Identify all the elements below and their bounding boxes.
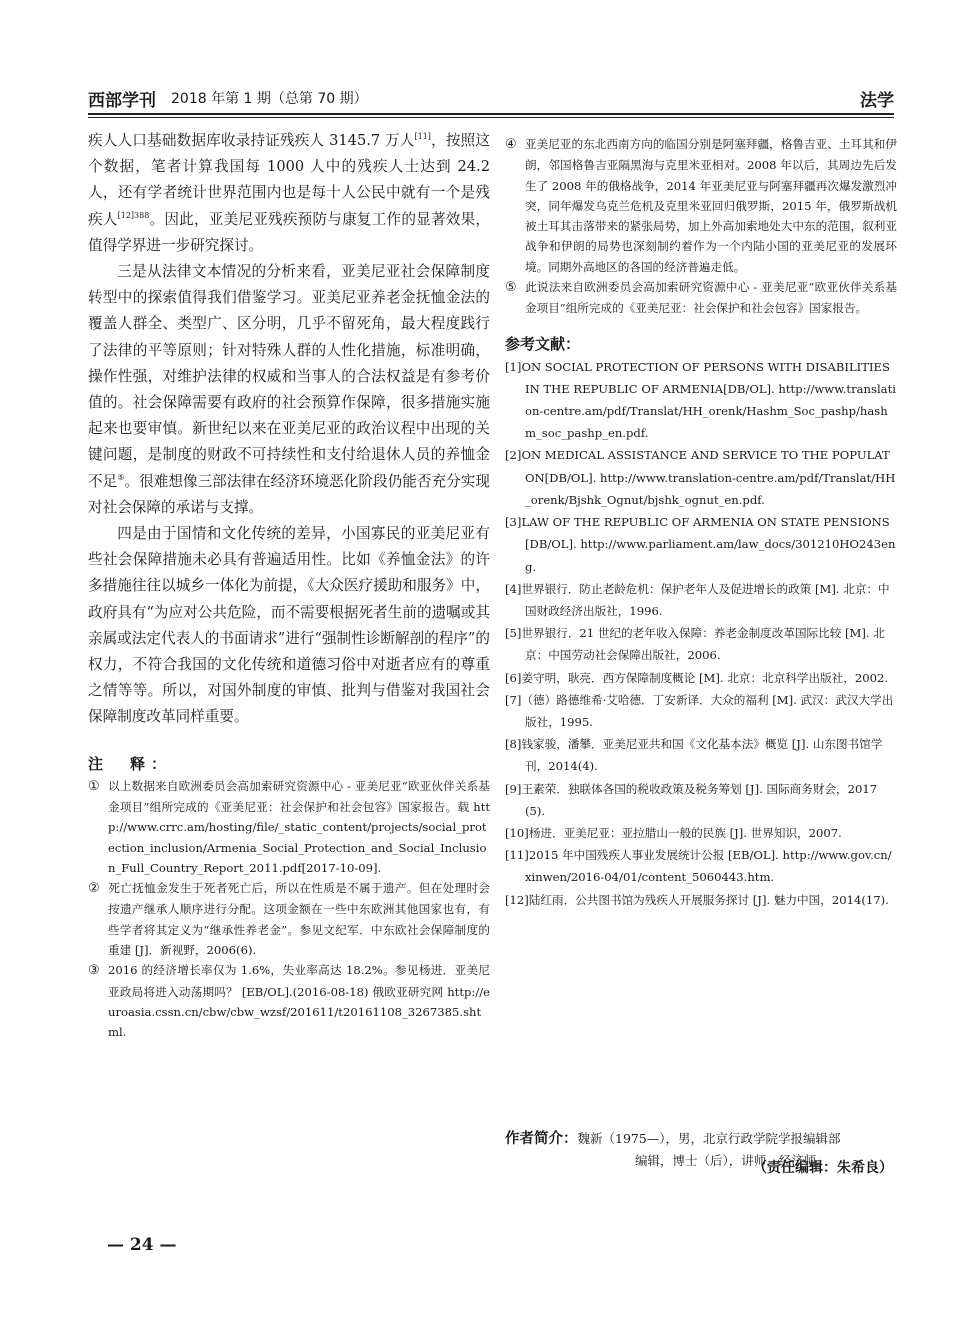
reference-item: [2]ON MEDICAL ASSISTANCE AND SERVICE TO THE POPULATON[DB/OL]. http://www.translation-centre.am/pdf/Translat/HH_orenk/Bjshk_Ognut/bjshk_ognut_en.pdf. bbox=[505, 448, 896, 507]
note-item: ④ 亚美尼亚的东北西南方向的临国分别是阿塞拜疆，格鲁吉亚、土耳其和伊朗，邻国格鲁吉亚隔黑海与克里米亚相对。2008 年以后，其周边先后发生了 2008 年的俄格战争，2014 年亚美尼亚与阿塞拜疆再次爆发激烈冲突，同年爆发乌克兰危机及克里米亚回归俄罗斯，2015 年，俄罗斯战机被土耳其击落带来的紧张局势，加上外高加索地处大中东的范围，叙利亚战争和伊朗的局势也深刻制约着作为一个内陆小国的亚美尼亚的发展环境。同期外高地区的各国的经济普遍走低。 bbox=[505, 137, 897, 274]
body-paragraph: 四是由于国情和文化传统的差异，小国寡民的亚美尼亚有些社会保障措施未必具有普遍适用性。比如《养恤金法》的许多措施往往以城乡一体化为前提，《大众医疗援助和服务》中，政府具有“为应对公共危险，而不需要根据死者生前的遗嘱或其亲属或法定代表人的书面请求”进行“强制性诊断解剖的程序”的权力，不符合我国的文化传统和道德习俗中对逝者应有的尊重之情等等。所以，对国外制度的审慎、批判与借鉴对我国社会保障制度改革同样重要。 bbox=[88, 525, 490, 726]
reference-item: [5]世界银行．21 世纪的老年收入保障：养老金制度改革国际比较 [M]. 北京：中国劳动社会保障出版社，2006. bbox=[505, 626, 885, 663]
header-rule-thin bbox=[88, 117, 894, 118]
reference-item: [10]杨进．亚美尼亚：亚拉腊山一般的民族 [J]. 世界知识，2007. bbox=[505, 825, 842, 840]
running-header bbox=[88, 86, 894, 110]
reference-item: [1]ON SOCIAL PROTECTION OF PERSONS WITH DISABILITIES IN THE REPUBLIC OF ARMENIA[DB/OL]. http://www.translation-centre.am/pdf/Translat/HH_orenk/Hashm_Soc_pashp/hashm_soc_pashp_en.pdf. bbox=[505, 359, 896, 441]
header-rule bbox=[88, 113, 894, 115]
section-label: 法学 bbox=[860, 91, 894, 111]
note-item: ③ 2016 的经济增长率仅为 1.6%，失业率高达 18.2%。参见杨进．亚美尼亚政局将进入动荡期吗？ [EB/OL].(2016-08-18) 俄欧亚研究网 http://euroasia.cssn.cn/cbw/cbw_wzsf/201611/t20161108_3267385.shtml. bbox=[88, 963, 490, 1040]
body-paragraph: 三是从法律文本情况的分析来看，亚美尼亚社会保障制度转型中的探索值得我们借鉴学习。亚美尼亚养老金抚恤金法的覆盖人群全、类型广、区分明，几乎不留死角，最大程度践行了法律的平等原则；针对特殊人群的人性化措施，标准明确，操作性强，对维护法律的权威和当事人的合法权益是有参考价值的。社会保障需要有政府的社会预算作保障，很多措施实施起来也要审慎。新世纪以来在亚美尼亚的政治议程中出现的关键问题，是制度的财政不可持续性和支付给退休人员的养恤金不足⑤。很难想像三部法律在经济环境恶化阶段仍能否充分实现对社会保障的承诺与支撑。 bbox=[88, 263, 490, 516]
note-item: ① 以上数据来自欧洲委员会高加索研究资源中心 - 亚美尼亚“欧亚伙伴关系基金项目”组所完成的《亚美尼亚：社会保护和社会包容》国家报告。载 http://www.crrc.am/hosting/file/_static_content/projects/social_protection_inclusion/Armenia_Social_Protection_and_Social_Inclusion_Full_Country_Report_2011.pdf[2017-10-09]. bbox=[88, 778, 490, 875]
reference-item: [11]2015 年中国残疾人事业发展统计公报 [EB/OL]. http://www.gov.cn/xinwen/2016-04/01/content_5060443.htm. bbox=[505, 848, 892, 885]
references-heading: 参考文献： bbox=[505, 334, 581, 353]
left-column bbox=[88, 128, 490, 1043]
notes-heading: 注 释： bbox=[88, 754, 173, 773]
reference-item: [4]世界银行．防止老龄危机：保护老年人及促进增长的政策 [M]. 北京：中国财政经济出版社，1996. bbox=[505, 581, 890, 618]
reference-item: [6]姜守明，耿亮．西方保障制度概论 [M]. 北京：北京科学出版社，2002. bbox=[505, 670, 889, 685]
page-number: — 24 — bbox=[107, 1235, 177, 1255]
right-column bbox=[505, 134, 897, 911]
responsible-editor: （责任编辑：朱希良） bbox=[753, 1160, 893, 1176]
reference-item: [3]LAW OF THE REPUBLIC OF ARMENIA ON STATE PENSIONS[DB/OL]. http://www.parliament.am/law_docs/301210HO243eng. bbox=[505, 515, 896, 574]
note-item: ⑤ 此说法来自欧洲委员会高加索研究资源中心 - 亚美尼亚“欧亚伙伴关系基金项目”组所完成的《亚美尼亚：社会保护和社会包容》国家报告。 bbox=[505, 280, 897, 316]
reference-item: [9]王素荣．独联体各国的税收政策及税务筹划 [J]. 国际商务财会，2017(5). bbox=[505, 781, 878, 818]
journal-name: 西部学刊 bbox=[88, 91, 156, 111]
body-paragraph: 疾人人口基础数据库收录持证残疾人 3145.7 万人[11]，按照这个数据，笔者计算我国每 1000 人中的残疾人士达到 24.2 人，还有学者统计世界范围内也是每十人公民中就有一个是残疾人$^{[12]388}$。因此，亚美尼亚残疾预防与康复工作的显著效果，值得学界进一步研究探讨。 bbox=[88, 132, 490, 254]
note-item: ② 死亡抚恤金发生于死者死亡后，所以在性质是不属于遗产。但在处理时会按遗产继承人顺序进行分配。这项金额在一些中东欧洲其他国家也有，有些学者将其定义为“继承性养老金”。参见文纪军．中东欧社会保障制度的重建 [J]．新视野，2006(6). bbox=[88, 881, 490, 958]
author-bio-line2: 编辑，博士（后），讲师，经济师。 bbox=[635, 1153, 829, 1168]
author-bio-label: 作者简介： bbox=[505, 1131, 578, 1147]
reference-item: [7]（德）路德维希·艾哈德．丁安新译．大众的福利 [M]. 武汉：武汉大学出版社，1995. bbox=[505, 692, 894, 729]
reference-item: [12]陆红雨．公共图书馆为残疾人开展服务探讨 [J]. 魅力中国，2014(17). bbox=[505, 892, 889, 907]
reference-item: [8]钱家骏，潘攀．亚美尼亚共和国《文化基本法》概览 [J]. 山东图书馆学刊，2014(4). bbox=[505, 737, 883, 774]
author-bio-line1: 魏新（1975—），男，北京行政学院学报编辑部 bbox=[577, 1131, 841, 1146]
issue-info: 2018 年第 1 期（总第 70 期） bbox=[171, 91, 368, 107]
